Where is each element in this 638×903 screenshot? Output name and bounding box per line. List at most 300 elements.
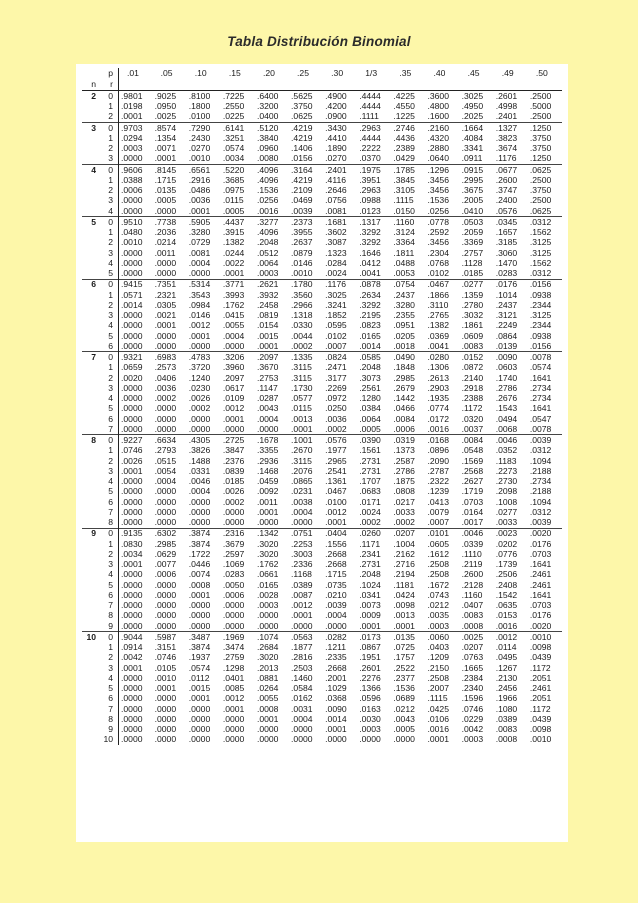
n-cell — [82, 497, 97, 507]
probability-cell: .2734 — [529, 476, 552, 487]
probability-cell: .0352 — [495, 445, 518, 456]
probability-cell: .0010 — [291, 268, 313, 279]
probability-cell: .2786 — [393, 466, 415, 476]
probability-cell: .0000 — [121, 600, 143, 611]
probability-cell: .0603 — [495, 362, 518, 373]
probability-cell: .0000 — [291, 517, 313, 528]
table-row — [82, 487, 562, 497]
probability-cell: .0017 — [461, 517, 484, 528]
probability-cell: .3164 — [289, 164, 323, 175]
probability-cell: .0629 — [154, 549, 177, 559]
probability-cell: .3185 — [495, 237, 518, 248]
probability-cell: .0054 — [154, 466, 177, 476]
probability-cell: .0746 — [121, 445, 143, 456]
probability-cell: .2389 — [393, 143, 415, 154]
probability-cell: .2753 — [256, 372, 279, 383]
probability-cell: .0000 — [154, 579, 177, 590]
n-cell — [82, 248, 97, 258]
probability-cell: .0114 — [495, 642, 517, 653]
header-p-value: .05 — [160, 68, 173, 79]
probability-cell: .2627 — [461, 476, 484, 487]
header-p-value: .15 — [228, 68, 241, 79]
n-cell — [82, 590, 97, 600]
r-cell: 8 — [97, 611, 119, 621]
probability-cell: .0000 — [188, 734, 211, 745]
probability-cell: .0703 — [529, 600, 552, 611]
probability-cell: .3020 — [256, 549, 279, 559]
probability-cell: .0028 — [256, 590, 279, 600]
header-row-nr — [82, 79, 562, 91]
probability-cell: .2273 — [495, 466, 518, 476]
table-row — [82, 600, 562, 610]
r-cell: 5 — [97, 268, 119, 279]
probability-cell: .0000 — [222, 517, 245, 528]
probability-cell: .0000 — [121, 579, 143, 590]
probability-cell: .4444 — [357, 91, 391, 102]
probability-cell: .0229 — [461, 714, 484, 724]
header-row-p — [82, 68, 562, 79]
n-cell — [82, 154, 97, 165]
probability-cell: .0010 — [121, 237, 143, 248]
probability-cell: .0839 — [222, 466, 245, 476]
probability-cell: .1562 — [529, 227, 552, 238]
probability-cell: .1280 — [359, 393, 381, 404]
probability-cell: .0287 — [256, 393, 279, 404]
probability-cell: .0486 — [188, 185, 211, 196]
n-cell — [82, 321, 97, 331]
probability-cell: .2322 — [427, 476, 449, 487]
r-cell: 7 — [97, 507, 119, 517]
probability-cell: .0754 — [391, 279, 425, 290]
probability-cell: .3750 — [291, 101, 313, 112]
probability-cell: .3750 — [529, 133, 552, 143]
n-cell — [82, 446, 97, 456]
probability-cell: .2048 — [256, 237, 279, 248]
probability-cell: .2001 — [325, 673, 347, 683]
probability-cell: .2335 — [325, 652, 347, 663]
probability-cell: .0083 — [461, 610, 484, 621]
table-row — [82, 570, 562, 580]
r-cell: 2 — [97, 653, 119, 663]
table-row — [82, 310, 562, 320]
probability-cell: .2140 — [461, 372, 484, 383]
probability-cell: .3025 — [325, 289, 347, 300]
probability-cell: .1561 — [359, 445, 381, 456]
probability-cell: .0625 — [291, 111, 313, 122]
table-row — [82, 446, 562, 456]
header-spacer — [153, 79, 187, 91]
probability-cell: .0000 — [121, 153, 143, 164]
probability-cell: .0000 — [222, 734, 245, 745]
probability-cell: .0703 — [461, 496, 484, 507]
probability-cell: .0085 — [222, 683, 245, 694]
n-cell — [82, 539, 97, 549]
probability-cell: .0410 — [461, 205, 484, 216]
probability-cell: .1267 — [495, 662, 518, 673]
n-cell — [82, 642, 97, 652]
probability-cell: .0283 — [495, 268, 518, 279]
probability-cell: .0867 — [359, 642, 381, 653]
probability-cell: .0024 — [325, 268, 347, 279]
probability-cell: .0503 — [460, 217, 494, 228]
probability-cell: .2880 — [427, 143, 449, 154]
probability-cell: .2668 — [325, 559, 347, 570]
r-cell: 4 — [97, 258, 119, 268]
header-p-value: .40 — [433, 68, 446, 79]
n-cell — [82, 694, 97, 704]
probability-cell: .0000 — [121, 424, 143, 434]
probability-cell: .0000 — [121, 703, 143, 714]
probability-cell: .0152 — [460, 352, 494, 363]
probability-cell: .0369 — [427, 330, 449, 341]
probability-cell: .0090 — [494, 352, 528, 363]
probability-cell: .0000 — [222, 724, 245, 735]
r-cell: 5 — [97, 487, 119, 497]
probability-cell: .0156 — [529, 341, 552, 351]
probability-cell: .0001 — [222, 268, 245, 279]
probability-cell: .0960 — [256, 143, 279, 154]
probability-cell: .2816 — [291, 652, 313, 663]
probability-cell: .6634 — [153, 435, 187, 446]
probability-cell: .1811 — [393, 247, 415, 258]
probability-cell: .2966 — [291, 300, 313, 310]
probability-cell: .0000 — [121, 496, 143, 507]
probability-cell: .0000 — [188, 610, 211, 621]
probability-cell: .9801 — [119, 91, 153, 102]
n-cell — [82, 101, 97, 111]
probability-cell: .2668 — [325, 662, 347, 673]
probability-cell: .3125 — [529, 310, 552, 321]
probability-cell: .1024 — [359, 579, 381, 590]
table-row — [82, 466, 562, 476]
probability-cell: .0004 — [325, 610, 347, 621]
probability-cell: .0000 — [154, 600, 177, 611]
probability-cell: .0008 — [495, 734, 518, 745]
probability-cell: .0596 — [359, 693, 381, 704]
probability-cell: .2401 — [495, 111, 518, 122]
probability-cell: .0004 — [256, 413, 279, 424]
probability-cell: .2759 — [222, 652, 245, 663]
probability-cell: .0044 — [291, 330, 313, 341]
probability-cell: .0746 — [154, 652, 177, 663]
table-row — [82, 227, 562, 237]
table-row — [82, 435, 562, 446]
probability-cell: .2430 — [188, 133, 211, 143]
probability-cell: .3874 — [187, 528, 221, 539]
probability-cell: .0368 — [325, 693, 347, 704]
probability-cell: .5000 — [529, 101, 552, 112]
probability-cell: .1569 — [461, 455, 484, 466]
probability-cell: .0000 — [121, 620, 143, 631]
probability-cell: .3277 — [255, 217, 289, 228]
probability-cell: .0003 — [461, 734, 484, 745]
probability-cell: .2668 — [325, 549, 347, 559]
probability-cell: .0102 — [427, 268, 449, 279]
probability-cell: .1250 — [529, 153, 552, 164]
probability-cell: .0012 — [325, 507, 347, 517]
probability-cell: .0053 — [393, 268, 415, 279]
probability-cell: .0000 — [121, 734, 143, 745]
probability-cell: .5220 — [221, 164, 255, 175]
probability-cell: .1470 — [495, 258, 518, 268]
table-row — [82, 248, 562, 258]
r-cell: 4 — [97, 206, 119, 217]
probability-cell: .0005 — [393, 724, 415, 735]
probability-cell: .1225 — [393, 111, 415, 122]
probability-cell: .0176 — [529, 610, 552, 621]
n-cell: 8 — [82, 435, 97, 446]
probability-cell: .0000 — [121, 486, 143, 497]
probability-cell: .0026 — [222, 486, 245, 497]
header-p-value: .45 — [467, 68, 480, 79]
table-row — [82, 321, 562, 331]
probability-cell: .0000 — [154, 714, 177, 724]
probability-cell: .3750 — [529, 185, 552, 196]
n-cell — [82, 175, 97, 185]
probability-cell: .0165 — [256, 579, 279, 590]
probability-cell: .0176 — [529, 538, 552, 549]
probability-cell: .3560 — [291, 289, 313, 300]
r-cell: 5 — [97, 683, 119, 693]
probability-cell: .0024 — [359, 507, 381, 517]
probability-cell: .3110 — [427, 300, 449, 310]
probability-cell: .0270 — [325, 153, 347, 164]
probability-cell: .2601 — [359, 662, 381, 673]
probability-cell: .0000 — [291, 724, 313, 735]
n-cell — [82, 196, 97, 206]
probability-cell: .2059 — [461, 227, 484, 238]
probability-cell: .0390 — [357, 435, 391, 446]
probability-cell: .0000 — [154, 620, 177, 631]
r-cell: 0 — [97, 632, 119, 643]
probability-cell: .0864 — [495, 330, 518, 341]
probability-cell: .1556 — [325, 538, 347, 549]
probability-cell: .0004 — [188, 486, 211, 497]
probability-cell: .3200 — [256, 101, 279, 112]
n-cell — [82, 185, 97, 195]
probability-cell: .0000 — [222, 424, 245, 434]
n-cell — [82, 393, 97, 403]
r-cell: 0 — [97, 122, 119, 133]
probability-cell: .0763 — [461, 652, 484, 663]
probability-cell: .0459 — [256, 476, 279, 487]
probability-cell: .0735 — [325, 579, 347, 590]
probability-cell: .2458 — [256, 300, 279, 310]
probability-cell: .1542 — [495, 590, 518, 600]
header-spacer — [323, 79, 357, 91]
probability-cell: .0000 — [222, 507, 245, 517]
probability-cell: .0808 — [393, 486, 415, 497]
probability-cell: .0490 — [391, 352, 425, 363]
probability-cell: .0101 — [425, 528, 459, 539]
probability-cell: .0098 — [529, 642, 552, 653]
probability-cell: .0494 — [495, 413, 518, 424]
probability-cell: .1785 — [391, 164, 425, 175]
r-cell: 1 — [97, 446, 119, 456]
table-row — [82, 383, 562, 393]
probability-cell: .0207 — [461, 642, 484, 653]
table-row — [82, 621, 562, 632]
probability-cell: .0915 — [460, 164, 494, 175]
probability-cell: .0012 — [222, 403, 245, 414]
probability-cell: .0150 — [393, 205, 415, 216]
probability-cell: .0280 — [425, 352, 459, 363]
probability-cell: .0547 — [529, 413, 552, 424]
probability-cell: .0030 — [359, 714, 381, 724]
probability-cell: .0756 — [325, 195, 347, 206]
n-cell — [82, 133, 97, 143]
probability-cell: .4900 — [323, 91, 357, 102]
probability-cell: .0004 — [154, 476, 177, 487]
probability-cell: .2304 — [427, 247, 449, 258]
probability-cell: .0000 — [222, 620, 245, 631]
probability-cell: .2341 — [359, 549, 381, 559]
probability-cell: .2097 — [222, 372, 245, 383]
probability-cell: .2195 — [359, 310, 381, 321]
header-p-value: .30 — [331, 68, 344, 79]
header-p-value: .50 — [535, 68, 548, 79]
probability-cell: .0011 — [256, 496, 278, 507]
probability-cell: .1852 — [325, 310, 347, 321]
n-cell: 5 — [82, 217, 97, 228]
probability-cell: .9044 — [119, 632, 153, 643]
probability-cell: .1080 — [495, 703, 518, 714]
probability-cell: .3364 — [393, 237, 415, 248]
probability-cell: .2109 — [291, 185, 313, 196]
r-cell: 0 — [97, 435, 119, 446]
probability-cell: .0950 — [154, 101, 177, 112]
probability-cell: .3675 — [461, 185, 484, 196]
r-cell: 0 — [97, 352, 119, 363]
probability-cell: .3280 — [188, 227, 211, 238]
probability-cell: .1172 — [529, 703, 551, 714]
probability-cell: .0039 — [291, 205, 313, 216]
probability-cell: .1004 — [393, 538, 415, 549]
probability-cell: .0000 — [359, 734, 381, 745]
probability-cell: .0001 — [154, 153, 177, 164]
probability-cell: .0078 — [529, 424, 552, 434]
header-n-label: n — [82, 79, 97, 91]
probability-cell: .5987 — [153, 632, 187, 643]
probability-cell: .0000 — [291, 620, 313, 631]
header-spacer — [494, 79, 528, 91]
probability-cell: .0105 — [154, 662, 177, 673]
table-row — [82, 476, 562, 486]
r-cell: 6 — [97, 694, 119, 704]
header-p-value: .35 — [399, 68, 412, 79]
probability-cell: .1183 — [495, 455, 517, 466]
probability-cell: .0000 — [154, 610, 177, 621]
probability-cell: .0001 — [291, 610, 313, 621]
probability-cell: .2600 — [495, 175, 518, 185]
probability-cell: .0563 — [289, 632, 323, 643]
probability-cell: .2508 — [427, 673, 449, 683]
table-row — [82, 653, 562, 663]
table-row — [82, 154, 562, 165]
probability-cell: .0205 — [393, 330, 415, 341]
probability-cell: .0173 — [357, 632, 391, 643]
probability-cell: .0000 — [188, 268, 211, 279]
probability-cell: .0031 — [291, 703, 313, 714]
probability-cell: .1209 — [427, 652, 449, 663]
probability-cell: .2408 — [495, 579, 518, 590]
r-cell: 5 — [97, 580, 119, 590]
probability-cell: .0010 — [188, 153, 211, 164]
probability-cell: .0988 — [359, 195, 381, 206]
table-row — [82, 497, 562, 507]
probability-cell: .0000 — [121, 247, 143, 258]
probability-cell: .0012 — [494, 632, 528, 643]
probability-cell: .0000 — [121, 476, 143, 487]
probability-cell: .3474 — [222, 642, 245, 653]
probability-cell: .3955 — [291, 227, 313, 238]
probability-cell: .4219 — [291, 133, 313, 143]
r-cell: 5 — [97, 404, 119, 414]
probability-cell: .0768 — [427, 258, 449, 268]
probability-cell: .1147 — [256, 383, 278, 393]
probability-cell: .0000 — [154, 734, 177, 745]
probability-cell: .0412 — [359, 258, 381, 268]
probability-cell: .0000 — [121, 610, 143, 621]
probability-cell: .0659 — [121, 362, 143, 373]
r-cell: 6 — [97, 414, 119, 424]
probability-cell: .0515 — [154, 455, 177, 466]
probability-cell: .0256 — [427, 205, 449, 216]
probability-cell: .2400 — [495, 195, 518, 206]
probability-cell: .0064 — [359, 413, 381, 424]
header-p-label: p — [97, 68, 119, 79]
r-cell: 7 — [97, 704, 119, 714]
probability-cell: .3430 — [323, 122, 357, 133]
probability-cell: .0230 — [188, 383, 211, 393]
probability-cell: .2130 — [495, 673, 518, 683]
probability-cell: .1641 — [529, 403, 552, 414]
probability-cell: .1969 — [221, 632, 255, 643]
probability-cell: .1115 — [427, 693, 448, 704]
probability-cell: .2384 — [461, 673, 484, 683]
probability-cell: .2716 — [393, 559, 415, 570]
probability-cell: .2936 — [256, 455, 279, 466]
probability-cell: .1110 — [461, 549, 482, 559]
n-cell — [82, 268, 97, 279]
probability-cell: .1298 — [222, 662, 245, 673]
probability-cell: .1600 — [427, 111, 449, 122]
n-cell — [82, 258, 97, 268]
probability-cell: .0729 — [188, 237, 211, 248]
probability-cell: .0000 — [121, 330, 143, 341]
probability-cell: .0202 — [495, 538, 518, 549]
probability-cell: .0584 — [291, 683, 313, 694]
probability-cell: .0001 — [121, 559, 143, 570]
r-cell: 4 — [97, 393, 119, 403]
r-cell: 2 — [97, 143, 119, 153]
probability-cell: .0163 — [359, 703, 381, 714]
probability-cell: .0429 — [393, 153, 415, 164]
probability-cell: .0000 — [121, 383, 143, 393]
probability-cell: .1239 — [427, 486, 449, 497]
table-row — [82, 714, 562, 724]
probability-cell: .1488 — [188, 455, 211, 466]
n-cell — [82, 363, 97, 373]
probability-cell: .0413 — [427, 496, 449, 507]
probability-cell: .0073 — [359, 600, 381, 611]
probability-cell: .4410 — [325, 133, 347, 143]
probability-cell: .3060 — [495, 247, 518, 258]
probability-cell: .0002 — [154, 393, 177, 404]
header-spacer — [119, 79, 153, 91]
r-cell: 1 — [97, 642, 119, 652]
probability-cell: .0102 — [325, 330, 347, 341]
